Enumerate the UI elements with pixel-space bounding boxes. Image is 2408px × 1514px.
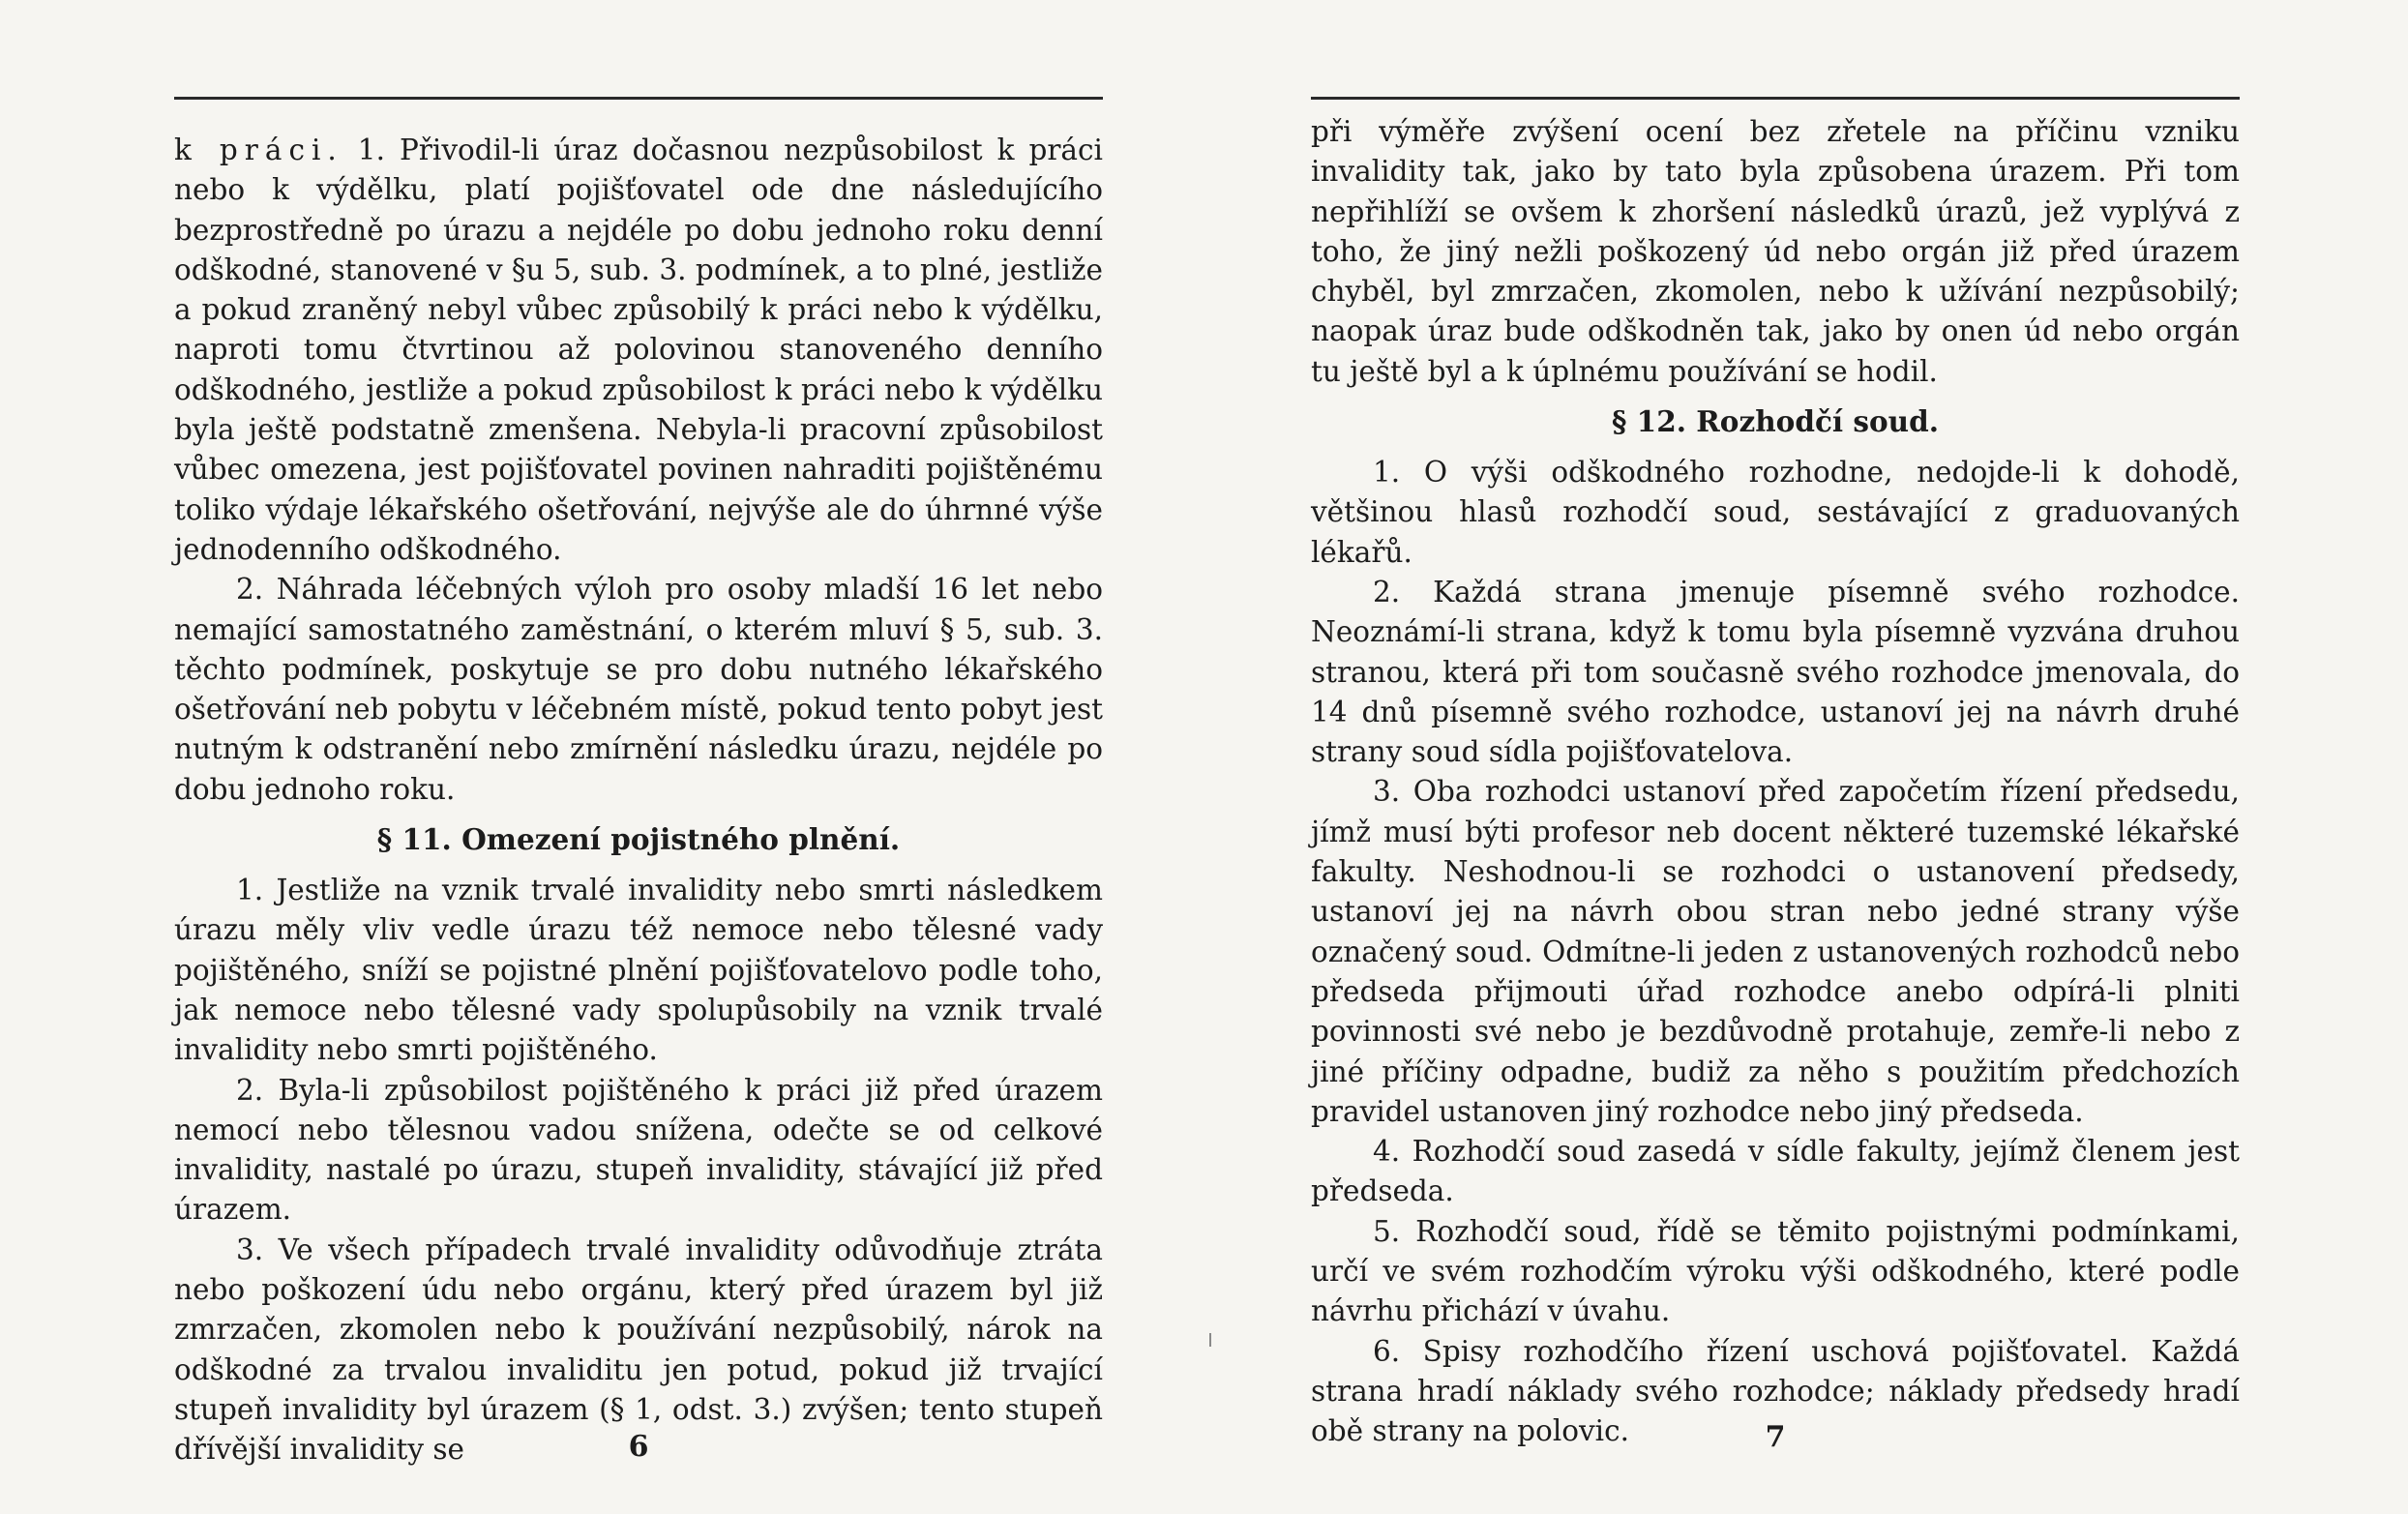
header-rule <box>1311 97 2240 100</box>
section-11-paragraph-2: 2. Byla-li způsobilost pojištěného k práci již před úrazem nemocí nebo tělesnou vadou snížena, odečte se od celkové invalidity, nastalé po úrazu, stupeň invalidity, stávající již před úrazem. <box>174 1073 1103 1227</box>
continuation-paragraph: při výměře zvýšení ocení bez zřetele na příčinu vzniku invalidity tak, jako by tato byla způsobena úrazem. Při tom nepřihlíží se ovšem k zhoršení následků úrazů, jež vyplývá z toho, že jiný nežli poškozený úd nebo orgán již před úrazem chyběl, byl zmrzačen, zkomolen, nebo k užívání nezpůsobilý; naopak úraz bude odškodněn tak, jako by onen úd nebo orgán tu ještě byl a k úplnému používání se hodil. <box>1311 115 2240 388</box>
section-12-paragraph-6: 6. Spisy rozhodčího řízení uschová pojišťovatel. Každá strana hradí náklady svého rozhodce; náklady předsedy hradí obě strany na polovic. <box>1311 1334 2240 1448</box>
section-11-paragraph-1: 1. Jestliže na vznik trvalé invalidity nebo smrti následkem úrazu měly vliv vedle úrazu též nemoce nebo tělesné vady pojištěného, sníží se pojistné plnění pojišťovatelovo podle toho, jak nemoce nebo tělesné vady spolupůsobily na vznik trvalé invalidity nebo smrti pojištěného. <box>174 874 1103 1067</box>
page-number-right: 7 <box>1765 1420 1786 1454</box>
intro-spaced-word: k práci. <box>174 134 343 166</box>
header-rule <box>174 97 1103 100</box>
section-12-paragraph-5: 5. Rozhodčí soud, řídě se těmito pojistnými podmínkami, určí ve svém rozhodčím výroku výši odškodného, které podle návrhu přichází v úvahu. <box>1311 1214 2240 1328</box>
gutter-mark <box>1209 1333 1211 1347</box>
section-12-paragraph-1: 1. O výši odškodného rozhodne, nedojde-li k dohodě, většinou hlasů rozhodčí soud, sestávající z graduovaných lékařů. <box>1311 456 2240 569</box>
section-12-paragraph-3: 3. Oba rozhodci ustanoví před započetím řízení předsedu, jímž musí býti profesor neb docent některé tuzemské lékařské fakulty. Neshodnou-li se rozhodci o ustanovení předsedy, ustanoví jej na návrh obou stran nebo jedné strany výše označený soud. Odmítne-li jeden z ustanovených rozhodců nebo předseda přijmouti úřad rozhodce anebo odpírá-li plniti povinnosti své nebo je bezdůvodně protahuje, zemře-li nebo z jiné příčiny odpadne, budiž za něho s použitím předchozích pravidel ustanoven jiný rozhodce nebo jiný předseda. <box>1311 775 2240 1128</box>
intro-paragraph <box>174 131 1103 570</box>
section-12-paragraph-4: 4. Rozhodčí soud zasedá v sídle fakulty, jejímž členem jest předseda. <box>1311 1135 2240 1208</box>
intro-rest: 1. Přivodil-li úraz dočasnou nezpůsobilost k práci nebo k výdělku, platí pojišťovatel ode dne následujícího bezprostředně po úrazu a nejdéle po dobu jednoho roku denní odškodné, stanovené v §u 5, sub. 3. podmínek, a to plné, jestliže a pokud zraněný nebyl vůbec způsobilý k práci nebo k výdělku, naproti tomu čtvrtinou až polovinou stanoveného denního odškodného, jestliže a pokud způsobilost k práci nebo k výdělku byla ještě podstatně zmenšena. Nebyla-li pracovní způsobilost vůbec omezena, jest pojišťovatel povinen nahraditi pojištěnému toliko výdaje lékařského ošetřování, nejvýše ale do úhrnné výše jednodenního odškodného. <box>174 134 1103 566</box>
right-page-text <box>1311 112 2240 1452</box>
section-11-heading: § 11. Omezení pojistného plnění. <box>376 822 901 857</box>
left-page-text <box>174 131 1103 1470</box>
section-12-paragraph-2: 2. Každá strana jmenuje písemně svého rozhodce. Neoznámí-li strana, když k tomu byla písemně vyzvána druhou stranou, která při tom současně svého rozhodce jmenovala, do 14 dnů písemně svého rozhodce, ustanoví jej na návrh druhé strany soud sídla pojišťovatelova. <box>1311 575 2240 769</box>
section-12-heading: § 12. Rozhodčí soud. <box>1611 404 1940 439</box>
paragraph-2: 2. Náhrada léčebných výloh pro osoby mladší 16 let nebo nemající samostatného zaměstnání, o kterém mluví § 5, sub. 3. těchto podmínek, poskytuje se pro dobu nutného lékařského ošetřování neb pobytu v léčebném místě, pokud tento pobyt jest nutným k odstranění nebo zmírnění následku úrazu, nejdéle po dobu jednoho roku. <box>174 573 1103 806</box>
section-11-paragraph-3: 3. Ve všech případech trvalé invalidity odůvodňuje ztráta nebo poškození údu nebo orgánu, který před úrazem byl již zmrzačen, zkomolen nebo k používání nezpůsobilý, nárok na odškodné za trvalou invaliditu jen potud, pokud již trvající stupeň invalidity byl úrazem (§ 1, odst. 3.) zvýšen; tento stupeň dřívější invalidity se <box>174 1232 1103 1467</box>
page-number-left: 6 <box>628 1430 649 1464</box>
